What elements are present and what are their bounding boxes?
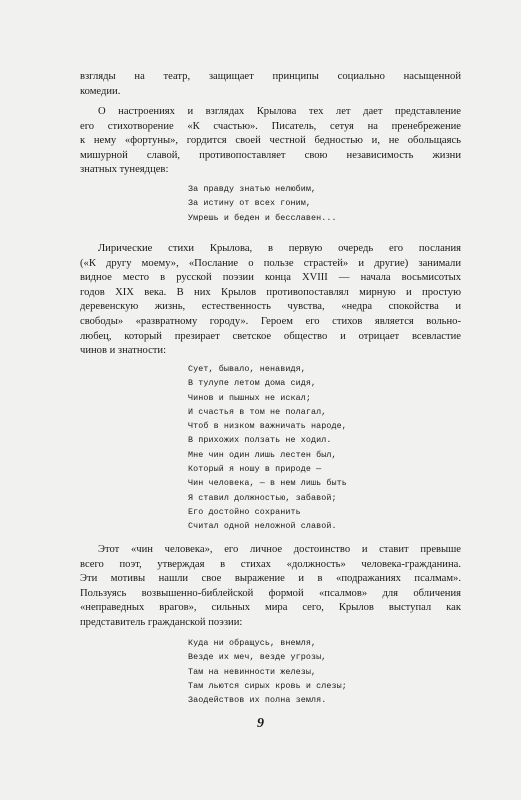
verse-line: Чтоб в низком важничать народе, — [188, 421, 347, 432]
text-line: мишурной славой, противопоставляет свою независимость жизни — [80, 149, 461, 161]
verse-quote-3 — [188, 636, 347, 707]
paragraph-2 — [80, 105, 461, 178]
text-line: О настроениях и взглядах Крылова тех лет дает представление — [98, 106, 461, 117]
verse-line: В прихожих ползать не ходил. — [188, 435, 332, 446]
text-line: чинов и знатности: — [80, 345, 167, 357]
verse-line: Куда ни обращусь, внемля, — [188, 638, 317, 648]
text-line: представитель гражданской поэзии: — [80, 616, 243, 628]
text-line: «неправедных врагов», сильных мира сего, Крылов выступал как — [80, 602, 461, 614]
verse-quote-1 — [188, 182, 337, 225]
text-line: свободы» «развратному городу». Героем его стихов является вольно- — [80, 315, 461, 327]
verse-line: Там на невинности железы, — [188, 666, 317, 677]
verse-line: В тулупе летом дома сидя, — [188, 378, 317, 389]
text-line: его стихотворение «К счастью». Писатель, сетуя на пренебрежение — [80, 120, 461, 132]
verse-line: За правду знатью нелюбим, — [188, 184, 317, 194]
text-line: годов XIX века. В них Крылов противопоставлял мирную и простую — [80, 286, 461, 298]
verse-line: Мне чин один лишь лестен был, — [188, 449, 337, 460]
text-line: знатных тунеядцев: — [80, 164, 169, 176]
text-line: к нему «фортуны», гордится своей честной бедностью и, не обольщаясь — [80, 135, 461, 147]
text-line: («К другу моему», «Послание о пользе страстей» и другие) занимали — [80, 257, 461, 269]
text-line: любец, который презирает светское общество и отрицает всевластие — [80, 330, 461, 342]
verse-quote-2 — [188, 362, 347, 534]
verse-line: Там льются сирых кровь и слезы; — [188, 680, 347, 691]
verse-line: Его достойно сохранить — [188, 506, 301, 517]
verse-line: Умрешь и беден и бесславен... — [188, 212, 337, 223]
text-line: деревенскую жизнь, естественность чувства, «недра спокойства и — [80, 301, 461, 313]
page-number: 9 — [257, 716, 264, 731]
verse-line: Заодействов их полна земля. — [188, 695, 327, 706]
text-line: Лирические стихи Крылова, в первую очередь его послания — [98, 243, 461, 254]
text-line: Этот «чин человека», его личное достоинство и ставит превыше — [98, 544, 461, 555]
text-line: Пользуясь возвышенно-библейской формой «псалмов» для обличения — [80, 587, 461, 599]
text-line: видное место в русской поэзии конца XVIII — начала восьмисотых — [80, 272, 461, 284]
paragraph-1 — [80, 70, 461, 99]
verse-line: Везде их меч, везде угрозы, — [188, 652, 327, 663]
paragraph-4 — [80, 543, 461, 631]
verse-line: И счастья в том не полагал, — [188, 406, 327, 417]
paragraph-3 — [80, 242, 461, 359]
text-line: взгляды на театр, защищает принципы социально насыщенной — [80, 71, 461, 82]
verse-line: Считал одной неложной славой. — [188, 521, 337, 532]
text-line: Эти мотивы нашли свое выражение и в «подражаниях псалмам». — [80, 573, 461, 585]
verse-line: Чин человека, — в нем лишь быть — [188, 478, 347, 489]
text-line: комедии. — [80, 85, 121, 97]
text-line: всего поэт, утверждая в стихах «должность» человека-гражданина. — [80, 558, 461, 570]
verse-line: Сует, бывало, ненавидя, — [188, 364, 306, 374]
verse-line: Я ставил должностью, забавой; — [188, 492, 337, 503]
verse-line: За истину от всех гоним, — [188, 198, 312, 209]
verse-line: Чинов и пышных не искал; — [188, 392, 312, 403]
verse-line: Который я ношу в природе — — [188, 464, 322, 475]
